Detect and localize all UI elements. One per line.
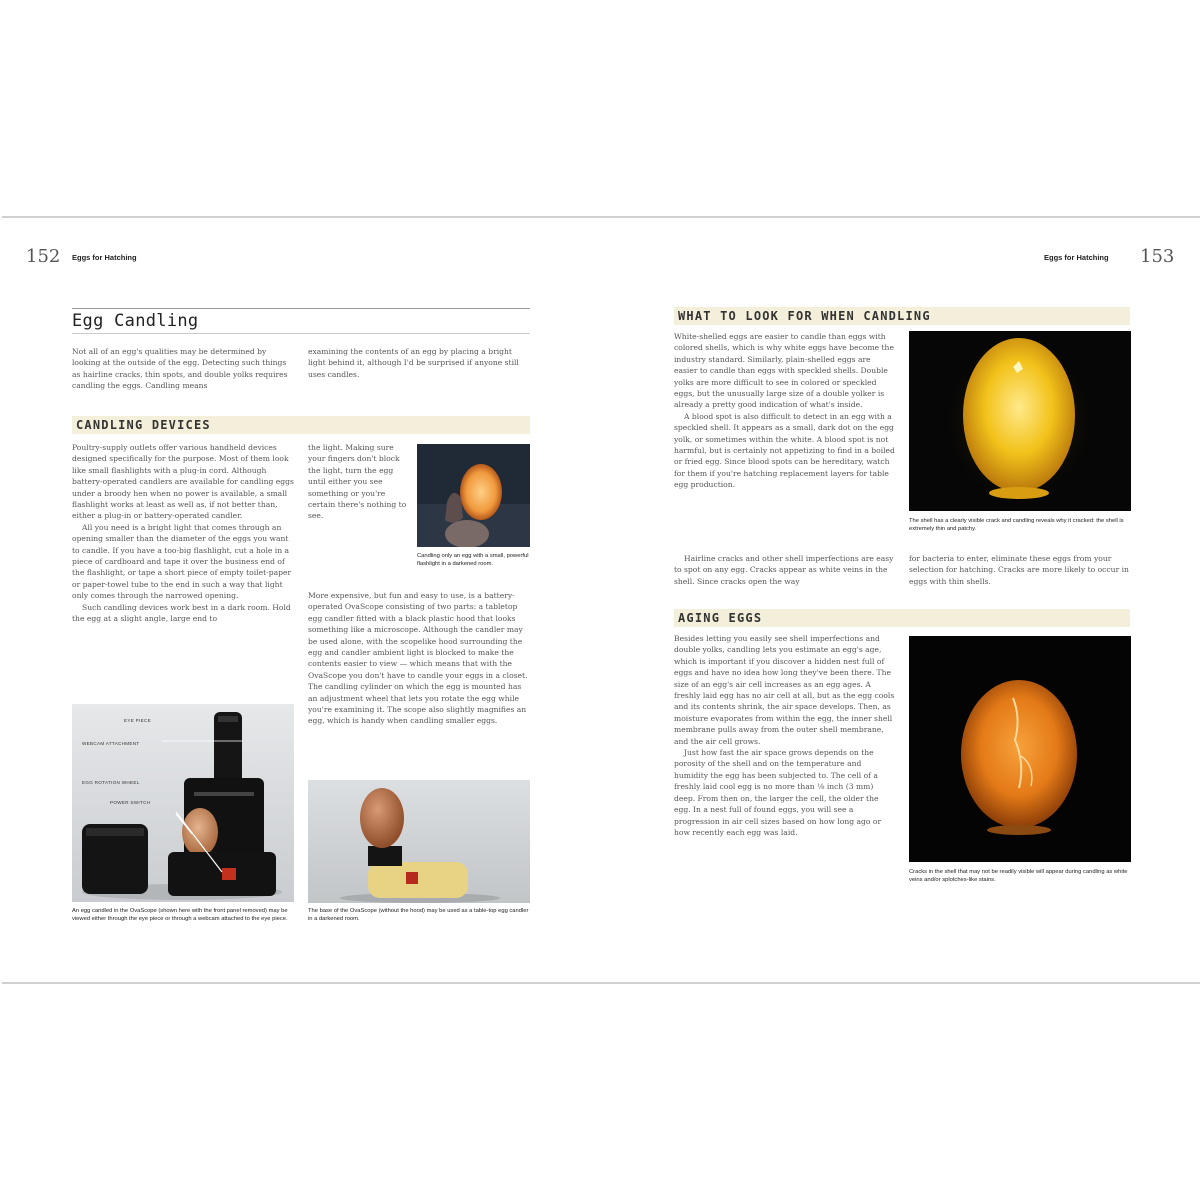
label-power-switch: POWER SWITCH	[110, 800, 151, 805]
right-running-head: Eggs for Hatching	[1044, 253, 1109, 262]
section-what-to-look-for: WHAT TO LOOK FOR WHEN CANDLING	[674, 307, 1130, 325]
title-rule-bottom	[72, 333, 530, 334]
look-col1	[674, 331, 896, 553]
look-col1-bottom	[674, 553, 896, 599]
devices-col2-p1: the light. Making sure your fingers don't block the light, turn the egg until either you see something or you're certain there's nothing to see.	[308, 443, 407, 521]
intro-col1	[72, 346, 290, 402]
intro-col2	[308, 346, 530, 394]
section-aging-eggs: AGING EGGS	[674, 609, 1130, 627]
devices-col1-p1: Poultry-supply outlets offer various handheld devices designed specifically for the purpose. Most of them look like small flashlights with a plug-in cord. Although battery-operated candlers are available for candling eggs under a broody hen when no power is available, a small flashlight works at least as well as, if not better than, either a plug-in or battery-operated candler.	[72, 443, 294, 521]
look-col2-text: for bacteria to enter, eliminate these eggs from your selection for hatching. Cracks are more likely to occur in eggs with thin shells.	[909, 554, 1129, 586]
caption-orange-egg: Cracks in the shell that may not be readily visible will appear during candling as white veins and/or splotches-like stains.	[909, 869, 1128, 883]
caption-ovascope-base: The base of the OvaScope (without the hood) may be used as a table-top egg candler in a darkened room.	[308, 908, 529, 922]
devices-col2-narrow	[308, 442, 410, 588]
label-webcam-attachment: WEBCAM ATTACHMENT	[82, 741, 140, 746]
devices-col2-p2: More expensive, but fun and easy to use, is a battery-operated OvaScope consisting of two parts: a tabletop egg candler fitted with a black plastic hood that looks something like a microscope. Although the candler may be used alone, with the scopelike hood surrounding the egg and candler ambient light is blocked to make the contents easier to view — which means that with the OvaScope you don't have to candle your eggs in a closet. The candling cylinder on which the egg is mounted has an adjustment wheel that lets you rotate the egg while you're examining it. The scope also slightly magnifies an egg, which is handy when candling smaller eggs.	[308, 591, 528, 726]
section-candling-devices: CANDLING DEVICES	[72, 416, 530, 434]
aging-p1: Besides letting you easily see shell imperfections and double yolks, candling lets you estimate an egg's age, which is important if you discover a hidden nest full of eggs and have no idea how long they've been there. The size of an egg's air cell increases as an egg ages. A freshly laid egg has no air cell at all, but as the egg cools and its contents shrink, the air space develops. Then, as moisture evaporates from within the egg, the inner shell membrane pulls away from the outer shell membrane, and the air cell grows.	[674, 634, 895, 746]
caption-ovascope: An egg candled in the OvaScope (shown here with the front panel removed) may be viewed either through the eye piece or through a webcam attached to the eye piece.	[72, 908, 288, 922]
devices-col1-p3: Such candling devices work best in a dark room. Hold the egg at a slight angle, large end to	[72, 602, 291, 624]
intro-col1-text: Not all of an egg's qualities may be determined by looking at the outside of the egg. Detecting such things as hairline cracks, thin spots, and double yolks requires candling the eggs. Candling means	[72, 347, 288, 391]
ovascope-photo	[72, 704, 294, 902]
left-page-number: 152	[26, 246, 61, 267]
look-p1: White-shelled eggs are easier to candle than eggs with colored shells, which is why white eggs have become the industry standard. Similarly, plain-shelled eggs are easier to candle than eggs with speckled shells. Double yolks are more difficult to see in colored or speckled eggs, but the unusually large size of a double yolker is already a pretty good indication of what's inside.	[674, 332, 894, 410]
title-rule-top	[72, 308, 530, 309]
look-p3: Hairline cracks and other shell imperfections are easy to spot on any egg. Cracks appear as white veins in the shell. Since cracks open the way	[674, 554, 894, 586]
devices-col1-p2: All you need is a bright light that comes through an opening smaller than the diameter of the eggs you want to candle. If you have a too-big flashlight, cut a hole in a piece of cardboard and tape it over the business end of the flashlight, or tape a short piece of empty toilet-paper or paper-towel tube to the end in such a way that light only comes through the narrowed opening.	[72, 522, 292, 601]
right-page-number: 153	[1140, 246, 1175, 267]
label-eye-piece: EYE PIECE	[124, 718, 151, 723]
aging-p2: Just how fast the air space grows depends on the porosity of the shell and on the temperature and humidity the egg has been subjected to. The cell of a freshly laid cool egg is no more than ⅛ inch (3 mm) deep. From then on, the larger the cell, the older the egg. In a nest full of found eggs, you will see a progression in air cell sizes based on how long ago or how recently each egg was laid.	[674, 748, 882, 837]
left-running-head: Eggs for Hatching	[72, 253, 137, 262]
flashlight-candling-photo	[417, 444, 530, 547]
aging-col1	[674, 633, 896, 895]
page-title: Egg Candling	[72, 311, 199, 331]
bright-egg-photo	[909, 331, 1131, 511]
caption-bright-egg: The shell has a clearly visible crack and candling reveals why it cracked: the shell is extremely thin and patchy.	[909, 518, 1124, 532]
intro-col2-text: examining the contents of an egg by placing a bright light behind it, although I'd be surprised if anyone still uses candles.	[308, 347, 519, 379]
look-p2: A blood spot is also difficult to detect in an egg with a speckled shell. It appears as a small, dark dot on the egg yolk, or sometimes within the white. A blood spot is not harmful, but is certainly not appetizing to find in a boiled or fried egg. Since blood spots can be hereditary, watch for them if you're hatching replacement layers for table egg production.	[674, 411, 895, 490]
label-egg-rotation-wheel: EGG ROTATION WHEEL	[82, 780, 140, 785]
orange-egg-photo	[909, 636, 1131, 862]
look-col2	[909, 553, 1131, 599]
devices-col1	[72, 442, 294, 690]
devices-col2-wide	[308, 590, 530, 774]
caption-flashlight: Candling only an egg with a small, powerful flashlight in a darkened room.	[417, 553, 529, 567]
ovascope-base-photo	[308, 780, 530, 903]
